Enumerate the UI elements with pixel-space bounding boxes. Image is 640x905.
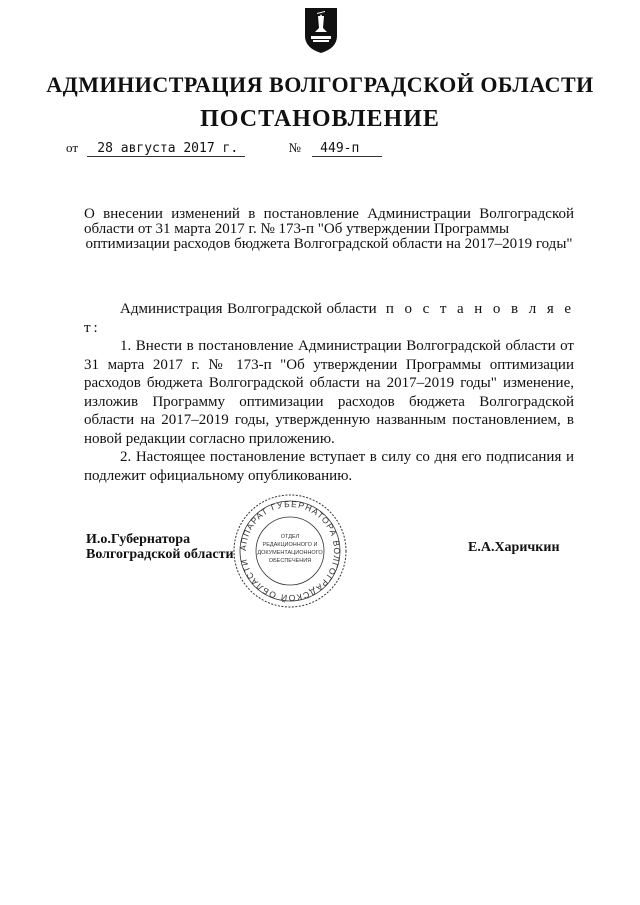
position-line-2: Волгоградской области xyxy=(86,547,234,562)
signatory-position xyxy=(86,532,234,562)
seal-inner-2: РЕДАКЦИОННОГО И xyxy=(262,542,318,548)
number-label: № xyxy=(288,140,301,155)
coat-of-arms-icon xyxy=(303,6,339,54)
official-seal-icon xyxy=(228,492,352,610)
document-body xyxy=(84,300,574,485)
document-subject xyxy=(84,207,574,252)
subject-line-3: оптимизации расходов бюджета Волгоградской области на 2017–2019 годы" xyxy=(85,236,573,252)
document-date: 28 августа 2017 г. xyxy=(87,141,245,157)
item-1: 1. Внести в постановление Администрации Волгоградской области от 31 марта 2017 г. № 173-п "Об утверждении Программы оптимизации расходов бюджета Волгоградской области на 2017–2019 годы" изменение, изложив Программу оптимизации расходов бюджета Волгоградской области на 2017–2019 годы, утвержденную названным постановлением, в новой редакции согласно приложению. xyxy=(84,338,574,447)
intro-lead: Администрация Волгоградской области xyxy=(120,301,377,317)
document-number: 449-п xyxy=(312,141,382,157)
subject-line-1: О внесении изменений в постановление Администрации Волгоградской xyxy=(84,206,574,222)
item-2: 2. Настоящее постановление вступает в силу со дня его подписания и подлежит официальному опубликованию. xyxy=(84,449,574,484)
intro-verb: п о с т а н о в л я е т: xyxy=(84,301,574,336)
seal-inner-1: ОТДЕЛ xyxy=(280,534,300,540)
subject-line-2: области от 31 марта 2017 г. № 173-п "Об утверждении Программы xyxy=(84,221,510,237)
signatory-name: Е.А.Харичкин xyxy=(468,540,560,555)
position-line-1: И.о.Губернатора xyxy=(86,532,191,547)
seal-outer-text: АППАРАТ ГУБЕРНАТОРА ВОЛГОГРАДСКОЙ ОБЛАСТИ xyxy=(237,498,343,604)
intro-paragraph xyxy=(84,300,574,337)
document-meta xyxy=(66,140,382,157)
organization-title: АДМИНИСТРАЦИЯ ВОЛГОГРАДСКОЙ ОБЛАСТИ xyxy=(46,72,594,97)
document-type: ПОСТАНОВЛЕНИЕ xyxy=(200,106,440,132)
seal-inner-4: ОБЕСПЕЧЕНИЯ xyxy=(268,558,312,564)
date-prefix: от xyxy=(66,140,79,155)
seal-inner-3: ДОКУМЕНТАЦИОННОГО xyxy=(257,550,323,556)
